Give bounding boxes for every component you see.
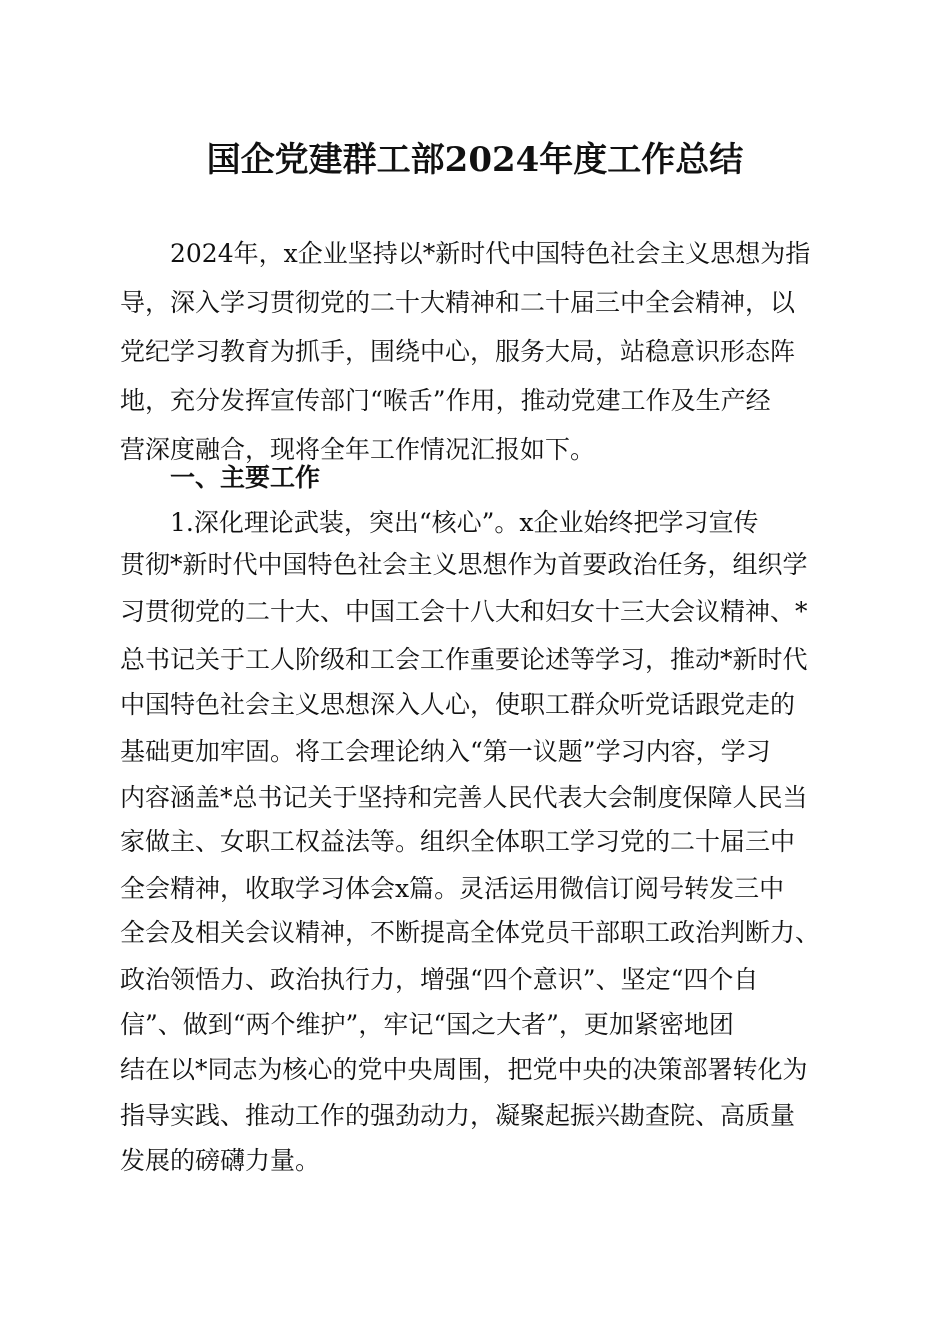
paragraph-line: 总书记关于工人阶级和工会工作重要论述等学习，推动*新时代 xyxy=(120,645,808,674)
paragraph-line: 信”、做到“两个维护”，牢记“国之大者”，更加紧密地团 xyxy=(120,1010,734,1039)
paragraph-line: 结在以*同志为核心的党中央周围，把党中央的决策部署转化为 xyxy=(120,1055,808,1084)
paragraph-line: 2024年，x企业坚持以*新时代中国特色社会主义思想为指 xyxy=(170,239,811,268)
paragraph-line: 中国特色社会主义思想深入人心，使职工群众听党话跟党走的 xyxy=(120,690,796,719)
paragraph-line: 1.深化理论武装，突出“核心”。x企业始终把学习宣传 xyxy=(170,508,759,537)
paragraph-line: 地，充分发挥宣传部门“喉舌”作用，推动党建工作及生产经 xyxy=(120,386,771,415)
paragraph-line: 党纪学习教育为抓手，围绕中心，服务大局，站稳意识形态阵 xyxy=(120,337,796,366)
paragraph-line: 指导实践、推动工作的强劲动力，凝聚起振兴勘查院、高质量 xyxy=(120,1101,796,1130)
paragraph-line: 习贯彻党的二十大、中国工会十八大和妇女十三大会议精神、* xyxy=(120,597,808,626)
paragraph-line: 基础更加牢固。将工会理论纳入“第一议题”学习内容，学习 xyxy=(120,737,771,766)
paragraph-line: 发展的磅礴力量。 xyxy=(120,1146,321,1175)
paragraph-line: 营深度融合，现将全年工作情况汇报如下。 xyxy=(120,435,596,464)
paragraph-line: 内容涵盖*总书记关于坚持和完善人民代表大会制度保障人民当 xyxy=(120,783,808,812)
section-heading: 一、主要工作 xyxy=(170,463,321,492)
paragraph-line: 全会精神，收取学习体会x篇。灵活运用微信订阅号转发三中 xyxy=(120,874,785,903)
paragraph-line: 家做主、女职工权益法等。组织全体职工学习党的二十届三中 xyxy=(120,827,796,856)
paragraph-line: 贯彻*新时代中国特色社会主义思想作为首要政治任务，组织学 xyxy=(120,550,808,579)
document-title: 国企党建群工部2024年度工作总结 xyxy=(206,140,744,180)
paragraph-line: 政治领悟力、政治执行力，增强“四个意识”、坚定“四个自 xyxy=(120,965,759,994)
paragraph-line: 全会及相关会议精神，不断提高全体党员干部职工政治判断力、 xyxy=(120,918,821,947)
paragraph-line: 导，深入学习贯彻党的二十大精神和二十届三中全会精神，以 xyxy=(120,288,796,317)
